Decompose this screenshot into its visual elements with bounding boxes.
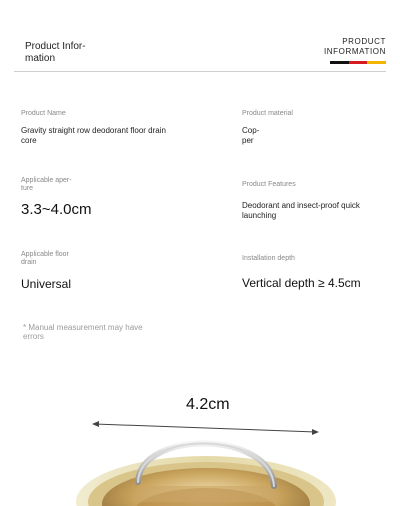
flag-stripe-gold: [367, 61, 386, 64]
german-flag-bar: [330, 61, 386, 64]
spec-value: Gravity straight row deodorant floor drain core: [21, 126, 166, 145]
spec-label: Applicable floor drain: [21, 251, 69, 266]
spec-label: Product Features: [242, 181, 296, 188]
spec-label: Product Name: [21, 110, 66, 117]
product-illustration: [0, 390, 400, 506]
spec-value: Deodorant and insect-proof quick launching: [242, 201, 360, 220]
spec-value: 3.3~4.0cm: [21, 201, 92, 218]
page-title: Product Infor-mation: [25, 41, 86, 64]
spec-product-material: [242, 110, 322, 146]
flag-stripe-red: [349, 61, 368, 64]
spec-label: Applicable aper-ture: [21, 177, 72, 192]
measurement-note: * Manual measurement may have errors: [23, 323, 143, 341]
dimension-arrow: [92, 421, 319, 435]
dimension-label: 4.2cm: [186, 396, 230, 413]
drain-core-drawing: [0, 390, 400, 506]
spec-value: Universal: [21, 277, 72, 291]
spec-applicable-aperture: [21, 177, 171, 219]
spec-installation-depth: [242, 255, 392, 290]
spec-value: Vertical depth ≥ 4.5cm: [242, 276, 361, 290]
spec-value: Cop-per: [242, 126, 260, 145]
flag-stripe-black: [330, 61, 349, 64]
spec-applicable-floor-drain: [21, 251, 171, 291]
spec-product-features: [242, 181, 372, 221]
page-header: [0, 0, 400, 72]
header-badge-label: PRODUCT INFORMATION: [323, 37, 386, 56]
header-badge: [316, 37, 386, 64]
spec-label: Installation depth: [242, 255, 295, 262]
spec-label: Product material: [242, 110, 293, 117]
header-divider: [14, 71, 386, 72]
spec-product-name: [21, 110, 171, 146]
